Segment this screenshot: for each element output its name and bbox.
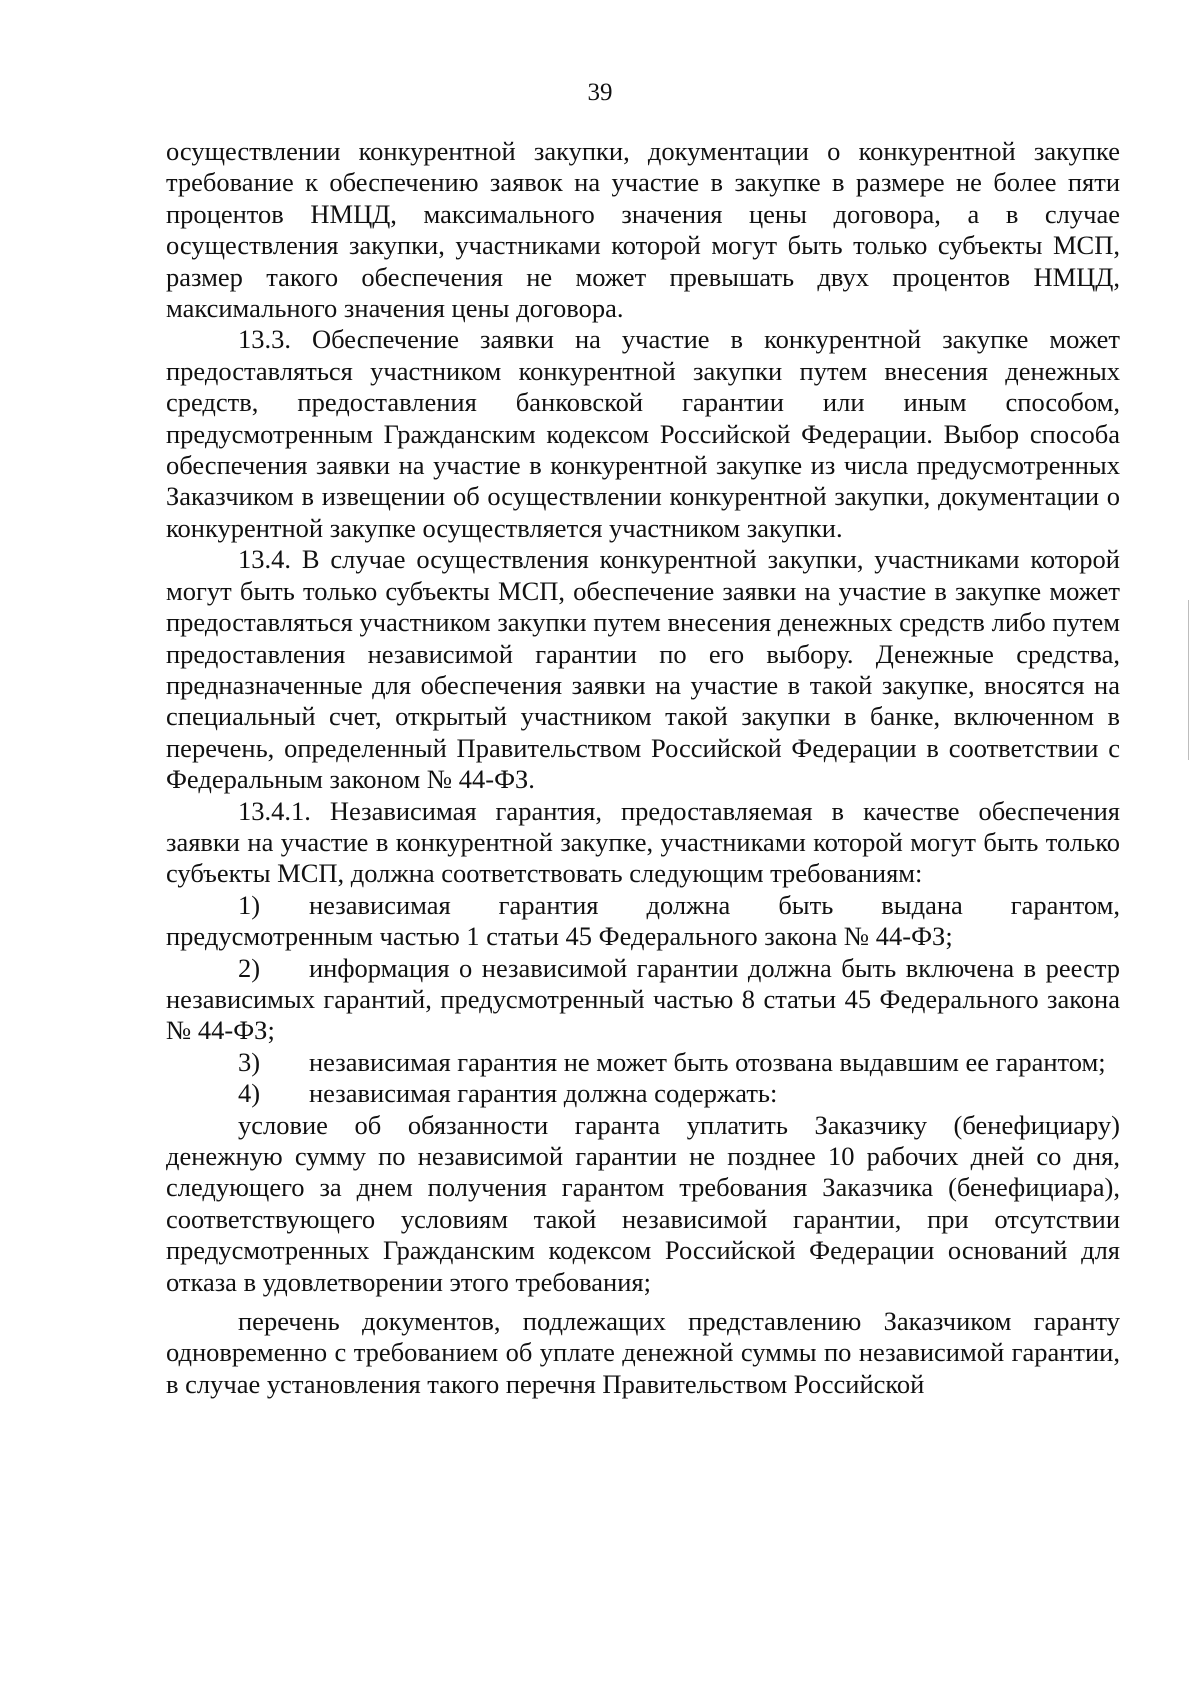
list-item-text: независимая гарантия должна быть выдана гарантом, предусмотренным частью 1 статьи 45 Федерального закона № 44-ФЗ;: [166, 889, 1120, 952]
list-item-text: информация о независимой гарантии должна быть включена в реестр независимых гарантий, предусмотренный частью 8 статьи 45 Федерального закона № 44-ФЗ;: [166, 952, 1120, 1046]
paragraph-13-3: 13.3. Обеспечение заявки на участие в конкурентной закупке может предоставляться участником конкурентной закупки путем внесения денежных средств, предоставления банковской гарантии или иным способом, предусмотренным Гражданским кодексом Российской Федерации. Выбор способа обеспечения заявки на участие в конкурентной закупке из числа предусмотренных Заказчиком в извещении об осуществлении конкурентной закупки, документации о конкурентной закупке осуществляется участником закупки.: [166, 324, 1120, 543]
paragraph-guarantee-condition: условие об обязанности гаранта уплатить Заказчику (бенефициару) денежную сумму по независимой гарантии не позднее 10 рабочих дней со дня, следующего за днем получения гарантом требования Заказчика (бенефициара), соответствующего условиям такой независимой гарантии, при отсутствии предусмотренных Гражданским кодексом Российской Федерации оснований для отказа в удовлетворении этого требования;: [166, 1109, 1120, 1297]
paragraph-documents-list: перечень документов, подлежащих представлению Заказчиком гаранту одновременно с требованием об уплате денежной суммы по независимой гарантии, в случае установления такого перечня Правительством Российской: [166, 1306, 1120, 1399]
list-number: 3): [238, 1046, 261, 1077]
list-item-text: независимая гарантия не может быть отозвана выдавшим ее гарантом;: [309, 1046, 1106, 1077]
scan-edge-mark: [1188, 600, 1189, 760]
list-item-2: [166, 953, 1120, 1047]
paragraph-continuation: осуществлении конкурентной закупки, документации о конкурентной закупке требование к обеспечению заявок на участие в закупке в размере не более пяти процентов НМЦД, максимального значения цены договора, а в случае осуществления закупки, участниками которой могут быть только субъекты МСП, размер такого обеспечения не может превышать двух процентов НМЦД, максимального значения цены договора.: [166, 136, 1120, 324]
list-item-3: [166, 1047, 1120, 1078]
list-number: 2): [238, 952, 261, 983]
list-number: 1): [238, 889, 261, 920]
list-item-text: независимая гарантия должна содержать:: [309, 1078, 778, 1109]
paragraph-13-4: 13.4. В случае осуществления конкурентной закупки, участниками которой могут быть только субъекты МСП, обеспечение заявки на участие в закупке может предоставляться участником закупки путем внесения денежных средств либо путем предоставления независимой гарантии по его выбору. Денежные средства, предназначенные для обеспечения заявки на участие в такой закупке, вносятся на специальный счет, открытый участником такой закупки в банке, включенном в перечень, определенный Правительством Российской Федерации в соответствии с Федеральным законом № 44-ФЗ.: [166, 544, 1120, 795]
page-number: 39: [587, 79, 613, 106]
list-item-1: [166, 890, 1120, 953]
list-number: 4): [238, 1078, 261, 1109]
paragraph-13-4-1: 13.4.1. Независимая гарантия, предоставляемая в качестве обеспечения заявки на участие в конкурентной закупке, участниками которой могут быть только субъекты МСП, должна соответствовать следующим требованиям:: [166, 795, 1120, 889]
document-body: [166, 136, 1120, 1400]
list-item-4: [166, 1078, 1120, 1109]
